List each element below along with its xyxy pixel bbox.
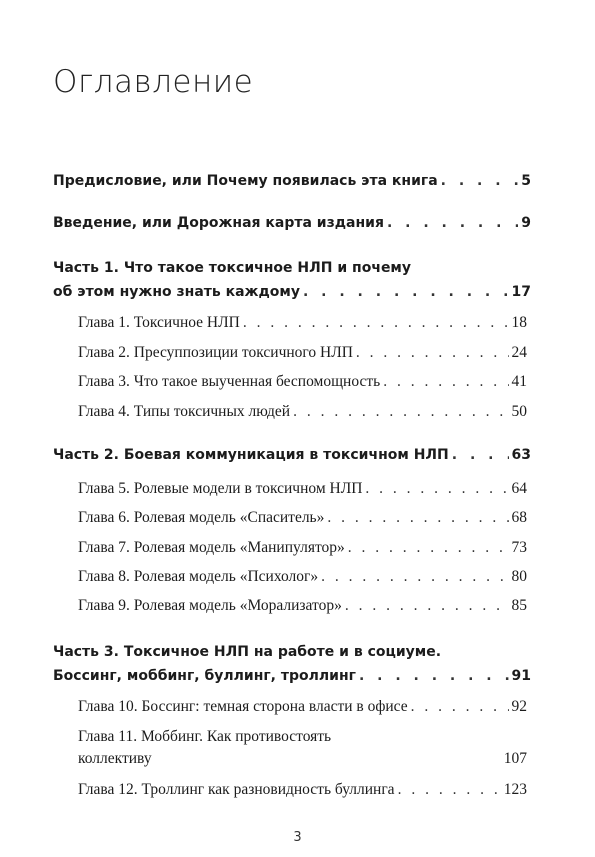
toc-entry-page: 5 <box>521 173 531 189</box>
dot-leader <box>441 168 519 194</box>
toc-entry-label: Часть 2. Боевая коммуникация в токсичном НЛП <box>53 447 449 463</box>
toc-entry-preface <box>53 168 531 194</box>
dot-leader <box>345 593 509 619</box>
toc-entry-chapter-1 <box>78 310 527 336</box>
toc-entry-chapter-12 <box>78 777 527 803</box>
chapter-11-title-line: Глава 11. Моббинг. Как противостоять <box>78 728 332 745</box>
dot-leader <box>293 399 508 425</box>
toc-entry-page: 64 <box>511 480 527 497</box>
toc-entry-page: 17 <box>511 284 531 300</box>
toc-entry-intro <box>53 210 531 236</box>
toc-entry-chapter-8 <box>78 564 527 590</box>
toc-entry-label: Предисловие, или Почему появилась эта книга <box>53 173 438 189</box>
page-title: Оглавление <box>53 64 254 100</box>
dot-leader <box>356 340 509 366</box>
toc-entry-chapter-2 <box>78 340 527 366</box>
toc-entry-chapter-4 <box>78 399 527 425</box>
toc-entry-part-2 <box>53 442 531 468</box>
dot-leader <box>321 564 508 590</box>
dot-leader <box>303 279 509 305</box>
toc-entry-chapter-5 <box>78 476 527 502</box>
dot-leader <box>383 369 508 395</box>
toc-entry-label: Глава 1. Токсичное НЛП <box>78 314 240 331</box>
toc-entry-part-3 <box>53 663 531 689</box>
toc-entry-label: Глава 9. Ролевая модель «Морализатор» <box>78 597 342 614</box>
toc-entry-label: Глава 6. Ролевая модель «Спаситель» <box>78 509 325 526</box>
toc-entry-page: 85 <box>511 597 527 614</box>
toc-entry-chapter-10 <box>78 694 527 720</box>
toc-entry-label: Боссинг, моббинг, буллинг, троллинг <box>53 668 356 684</box>
part-1-title-line: Часть 1. Что такое токсичное НЛП и почему <box>53 260 412 276</box>
dot-leader <box>365 476 508 502</box>
toc-entry-chapter-9 <box>78 593 527 619</box>
toc-entry-page: 24 <box>511 344 527 361</box>
dot-leader <box>398 777 501 803</box>
toc-entry-label: Глава 4. Типы токсичных людей <box>78 403 291 420</box>
toc-entry-label: Глава 3. Что такое выученная беспомощность <box>78 373 381 390</box>
toc-entry-page: 63 <box>511 447 531 463</box>
toc-entry-page: 50 <box>511 403 527 420</box>
dot-leader <box>411 694 509 720</box>
toc-entry-page: 73 <box>511 539 527 556</box>
part-3-title-line: Часть 3. Токсичное НЛП на работе и в социуме. <box>53 644 442 660</box>
toc-entry-page: 91 <box>511 668 531 684</box>
dot-leader <box>327 505 508 531</box>
toc-entry-chapter-11 <box>78 746 527 772</box>
toc-entry-chapter-7 <box>78 535 527 561</box>
dot-leader <box>359 663 509 689</box>
toc-entry-part-1 <box>53 279 531 305</box>
toc-entry-label: об этом нужно знать каждому <box>53 284 300 300</box>
toc-entry-label: Глава 5. Ролевые модели в токсичном НЛП <box>78 480 363 497</box>
toc-entry-page: 9 <box>521 215 531 231</box>
toc-entry-label: Глава 8. Ролевая модель «Психолог» <box>78 568 319 585</box>
toc-entry-label: Введение, или Дорожная карта издания <box>53 215 384 231</box>
toc-entry-page: 18 <box>511 314 527 331</box>
toc-entry-label: Глава 12. Троллинг как разновидность буллинга <box>78 781 395 798</box>
toc-entry-label: Глава 10. Боссинг: темная сторона власти в офисе <box>78 698 408 715</box>
toc-entry-chapter-6 <box>78 505 527 531</box>
toc-entry-page: 41 <box>511 373 527 390</box>
toc-entry-page: 123 <box>503 781 527 798</box>
toc-entry-page: 107 <box>503 750 527 767</box>
toc-entry-label: Глава 2. Пресуппозиции токсичного НЛП <box>78 344 353 361</box>
toc-entry-page: 92 <box>511 698 527 715</box>
dot-leader <box>387 210 518 236</box>
toc-entry-label: Глава 7. Ролевая модель «Манипулятор» <box>78 539 345 556</box>
page-number: 3 <box>293 830 302 845</box>
dot-leader <box>452 442 509 468</box>
dot-leader <box>243 310 509 336</box>
toc-entry-page: 68 <box>511 509 527 526</box>
toc-entry-label: коллективу <box>78 750 152 767</box>
dot-leader <box>348 535 509 561</box>
toc-entry-page: 80 <box>511 568 527 585</box>
toc-entry-chapter-3 <box>78 369 527 395</box>
